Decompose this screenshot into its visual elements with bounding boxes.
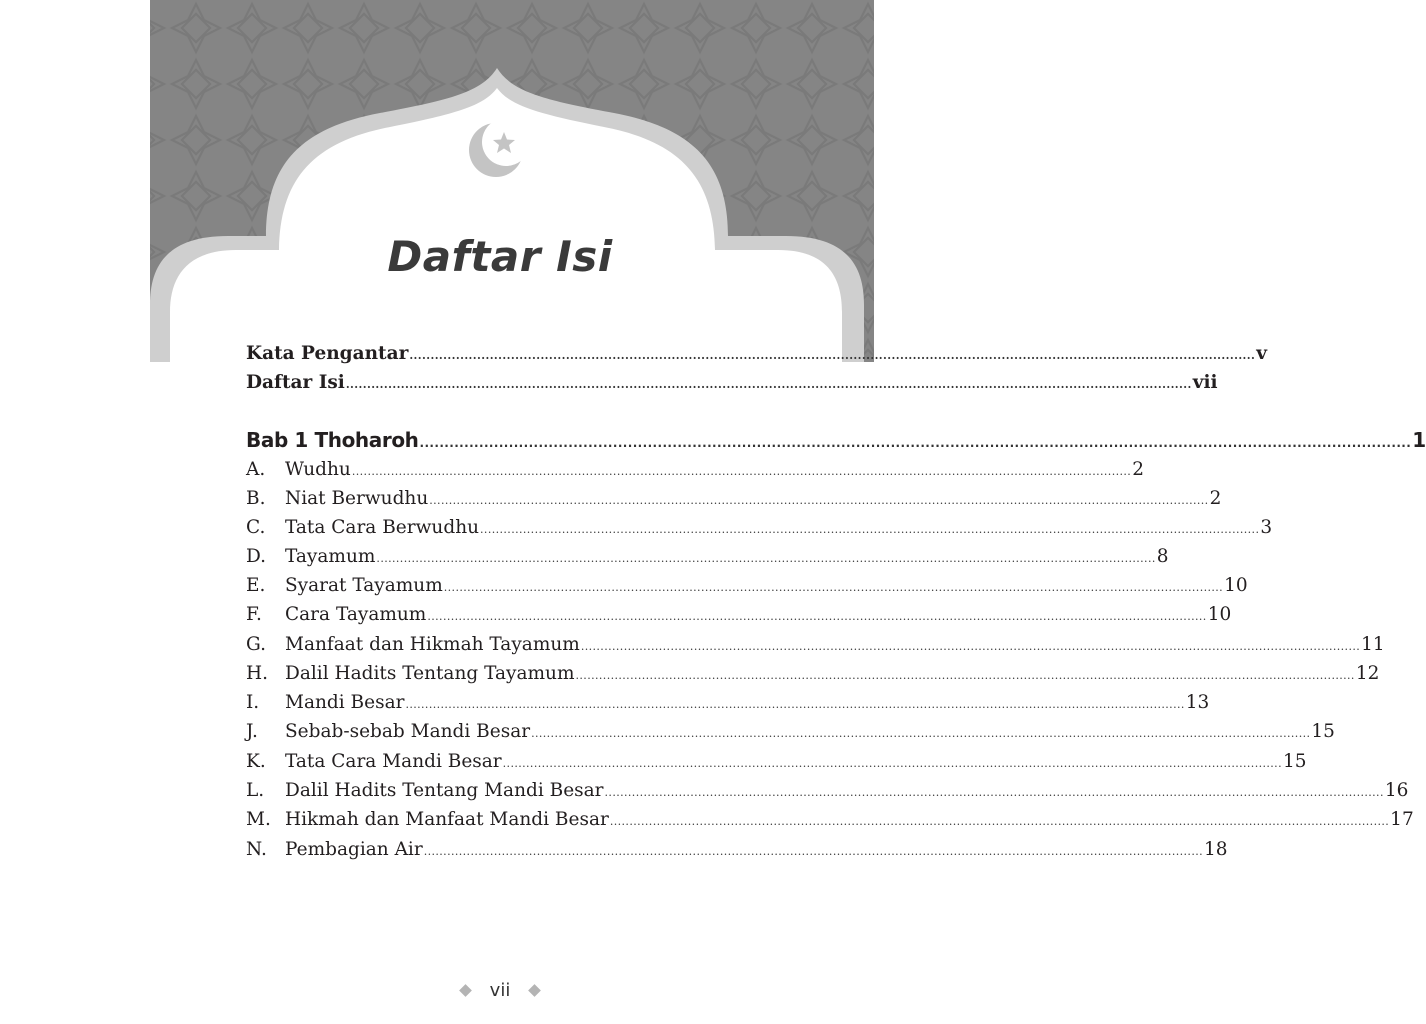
- toc-entry-kata-pengantar: [246, 340, 1267, 368]
- page-footer: [0, 980, 1000, 1001]
- toc-entry: [246, 806, 1414, 834]
- toc-label: Kata Pengantar: [246, 343, 409, 364]
- toc-label: Cara Tayamum: [285, 604, 427, 625]
- toc-label: Manfaat dan Hikmah Tayamum: [285, 634, 580, 655]
- toc-entry-letter: F.: [246, 604, 262, 625]
- toc-entry: [246, 836, 1228, 864]
- toc-page-number: 15: [1311, 721, 1335, 742]
- dot-leader: ........................................................................................................................................................................................................: [351, 465, 1132, 478]
- dot-leader: ........................................................................................................................................................................................................: [419, 436, 1412, 450]
- toc-entry: [246, 456, 1144, 484]
- dot-leader: ........................................................................................................................................................................................................: [531, 727, 1311, 740]
- toc-page-number: 11: [1361, 634, 1385, 655]
- toc-entry: [246, 718, 1335, 746]
- toc-label: Niat Berwudhu: [285, 488, 429, 509]
- toc-entry-letter: G.: [246, 634, 266, 655]
- toc-label: Daftar Isi: [246, 372, 345, 393]
- dot-leader: ........................................................................................................................................................................................................: [427, 610, 1207, 623]
- toc-page-number: 12: [1355, 663, 1380, 684]
- dot-leader: ........................................................................................................................................................................................................: [423, 845, 1204, 858]
- toc-entry-letter: K.: [246, 751, 266, 772]
- toc-entry: [246, 660, 1380, 688]
- toc-label: Sebab-sebab Mandi Besar: [285, 721, 531, 742]
- crescent-star-icon: [466, 120, 530, 184]
- toc-entry: [246, 631, 1385, 659]
- page-number: vii: [489, 980, 511, 1001]
- dot-leader: ........................................................................................................................................................................................................: [575, 669, 1355, 682]
- toc-label: Tayamum: [285, 546, 376, 567]
- dot-leader: ........................................................................................................................................................................................................: [609, 815, 1390, 828]
- toc-page-number: vii: [1192, 372, 1218, 393]
- toc-page-number: 16: [1384, 780, 1409, 801]
- toc-entry-letter: A.: [246, 459, 266, 480]
- dot-leader: ........................................................................................................................................................................................................: [409, 349, 1256, 362]
- toc-entry-letter: J.: [246, 721, 258, 742]
- diamond-icon: [528, 984, 541, 997]
- toc-label: Wudhu: [285, 459, 351, 480]
- toc-entry: [246, 601, 1232, 629]
- header-decoration: [0, 0, 1024, 380]
- toc-label: Dalil Hadits Tentang Tayamum: [285, 663, 575, 684]
- toc-entry: [246, 777, 1409, 805]
- toc-page-number: 2: [1132, 459, 1144, 480]
- toc-page-number: 2: [1209, 488, 1222, 509]
- toc-label: Syarat Tayamum: [285, 575, 443, 596]
- toc-entry: [246, 485, 1222, 513]
- dot-leader: ........................................................................................................................................................................................................: [580, 640, 1361, 653]
- dot-leader: ........................................................................................................................................................................................................: [429, 494, 1209, 507]
- dot-leader: ........................................................................................................................................................................................................: [443, 581, 1224, 594]
- toc-page-number: 18: [1204, 839, 1228, 860]
- dot-leader: ........................................................................................................................................................................................................: [502, 757, 1282, 770]
- toc-entry-letter: E.: [246, 575, 266, 596]
- toc-label: Tata Cara Berwudhu: [285, 517, 480, 538]
- toc-label: Bab 1 Thoharoh: [246, 428, 419, 452]
- toc-label: Dalil Hadits Tentang Mandi Besar: [285, 780, 604, 801]
- toc-entry: [246, 543, 1169, 571]
- dot-leader: ........................................................................................................................................................................................................: [405, 698, 1185, 711]
- toc-entry-letter: H.: [246, 663, 269, 684]
- toc-entry-letter: N.: [246, 839, 267, 860]
- toc-page-number: 10: [1207, 604, 1232, 625]
- toc-page-number: 3: [1260, 517, 1273, 538]
- toc-entry-letter: M.: [246, 809, 271, 830]
- dot-leader: ........................................................................................................................................................................................................: [480, 523, 1260, 536]
- toc-page-number: 17: [1390, 809, 1414, 830]
- toc-entry-letter: L.: [246, 780, 265, 801]
- toc-label: Pembagian Air: [285, 839, 423, 860]
- toc-label: Tata Cara Mandi Besar: [285, 751, 502, 772]
- toc-entry-letter: D.: [246, 546, 267, 567]
- toc-label: Hikmah dan Manfaat Mandi Besar: [285, 809, 609, 830]
- toc-entry: [246, 689, 1210, 717]
- diamond-icon: [459, 984, 472, 997]
- toc-entry: [246, 514, 1273, 542]
- toc-page-number: 15: [1282, 751, 1307, 772]
- dot-leader: ........................................................................................................................................................................................................: [376, 552, 1156, 565]
- toc-label: Mandi Besar: [285, 692, 405, 713]
- toc-entry: [246, 748, 1307, 776]
- dot-leader: ........................................................................................................................................................................................................: [604, 786, 1384, 799]
- toc-entry-letter: C.: [246, 517, 266, 538]
- toc-page-number: 8: [1156, 546, 1169, 567]
- toc-entry-daftar-isi: [246, 369, 1218, 397]
- toc-entry-letter: B.: [246, 488, 266, 509]
- toc-page-number: v: [1256, 343, 1267, 364]
- toc-entry-letter: I.: [246, 692, 260, 713]
- toc-page-number: 13: [1185, 692, 1210, 713]
- toc-chapter-heading: [246, 426, 1426, 454]
- dot-leader: ........................................................................................................................................................................................................: [345, 378, 1192, 391]
- toc-page-number: 10: [1224, 575, 1248, 596]
- page-title: Daftar Isi: [387, 232, 613, 281]
- toc-page-number: 1: [1412, 428, 1426, 452]
- toc-entry: [246, 572, 1248, 600]
